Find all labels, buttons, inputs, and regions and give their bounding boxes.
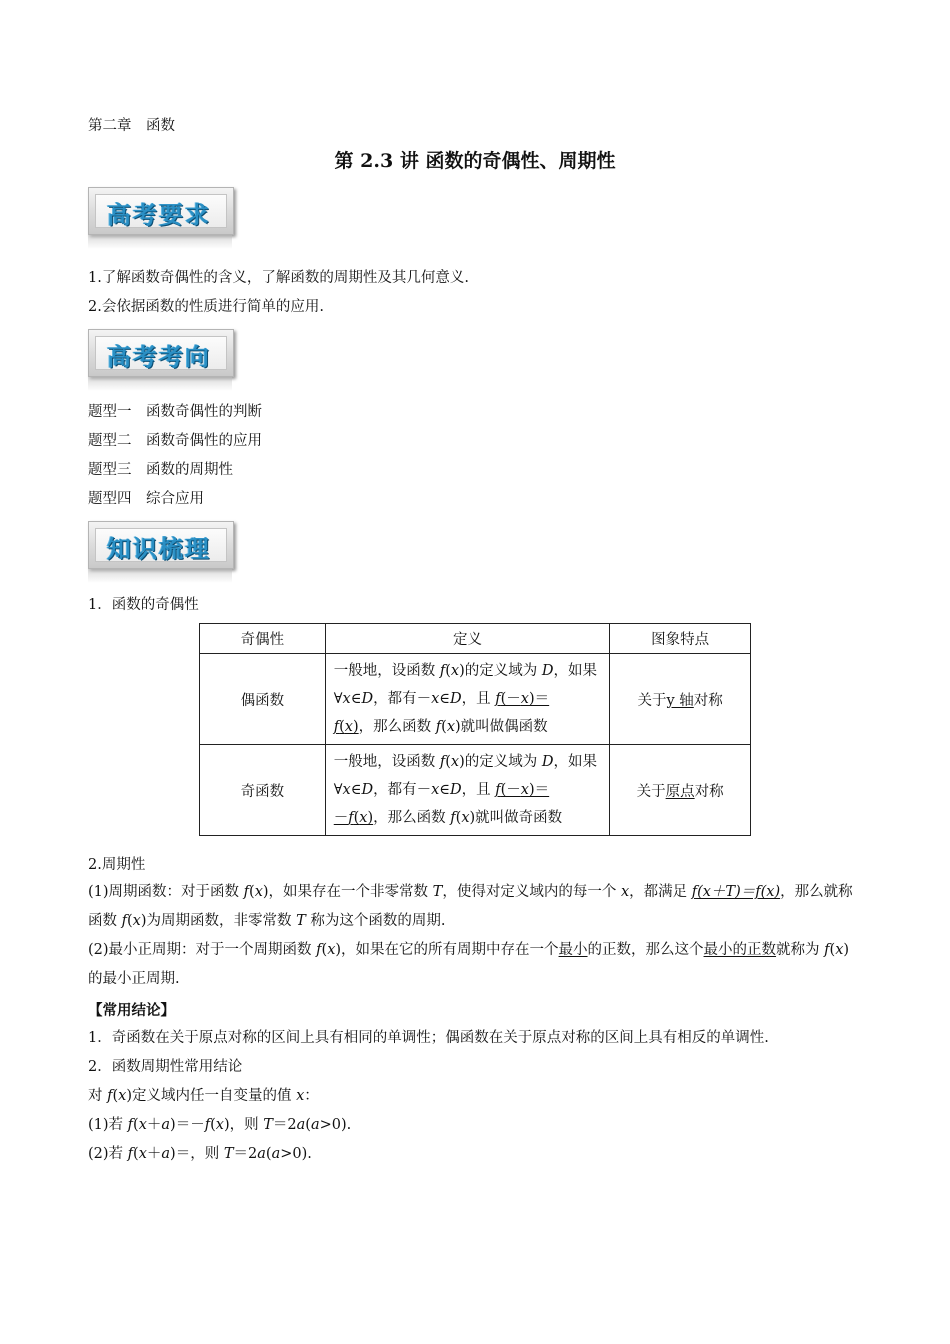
knowledge-banner [88, 521, 232, 583]
directions-banner-label: 高考考向 [107, 342, 211, 371]
table-header-cell: 定义 [325, 624, 610, 654]
origin-key: 原点 [665, 783, 695, 800]
requirement-item: 1.了解函数奇偶性的含义，了解函数的周期性及其几何意义. [88, 270, 469, 286]
direction-item: 题型二 函数奇偶性的应用 [88, 433, 262, 449]
table-header-cell: 图象特点 [610, 624, 751, 654]
even-function-name: 偶函数 [200, 654, 326, 745]
conclusion-2-intro: 对 f(x)定义域内任一自变量的值 x： [88, 1088, 319, 1104]
chapter-label: 第二章 函数 [88, 118, 175, 134]
section2-heading: 2.周期性 [88, 857, 146, 873]
periodic-function-paragraph: (1)周期函数：对于函数 f(x)，如果存在一个非零常数 T，使得对定义域内的每一个 x，都满足 f(x＋T)＝f(x)，那么就称函数 f(x)为周期函数，非零常数 T 称为这个函数的周期. [88, 884, 853, 929]
conclusion-1: 1．奇函数在关于原点对称的区间上具有相同的单调性；偶函数在关于原点对称的区间上具有相反的单调性. [88, 1030, 769, 1046]
page-title: 第 2.3 讲 函数的奇偶性、周期性 [334, 150, 616, 172]
conclusion-2: 2．函数周期性常用结论 [88, 1059, 243, 1075]
requirements-banner [88, 187, 232, 249]
directions-banner [88, 329, 232, 391]
requirement-item: 2.会依据函数的性质进行简单的应用. [88, 299, 324, 315]
requirements-banner-label: 高考要求 [107, 200, 211, 229]
periodic-key: f(x＋T)＝f(x) [691, 884, 781, 900]
conclusion-2-item-2: (2)若 f(x＋a)＝，则 T＝2a(a>0). [88, 1146, 312, 1162]
table-header-row [200, 624, 751, 654]
min-period-paragraph: (2)最小正周期：对于一个周期函数 f(x)，如果在它的所有周期中存在一个最小的正数，那么这个最小的正数就称为 f(x)的最小正周期. [88, 942, 850, 987]
parity-table [199, 623, 751, 836]
section1-heading: 1．函数的奇偶性 [88, 597, 199, 613]
odd-function-name: 奇函数 [200, 745, 326, 836]
even-function-definition: 一般地，设函数 f(x)的定义域为 D，如果∀x∈D，都有－x∈D，且 f(－x)＝ f(x)，那么函数 f(x)就叫做偶函数 [325, 654, 610, 745]
conclusions-heading: 【常用结论】 [88, 1003, 175, 1019]
direction-item: 题型四 综合应用 [88, 491, 204, 507]
direction-item: 题型一 函数奇偶性的判断 [88, 404, 262, 420]
table-row-even [200, 654, 751, 745]
y-axis-key: y 轴 [666, 692, 694, 709]
odd-function-definition: 一般地，设函数 f(x)的定义域为 D，如果∀x∈D，都有－x∈D，且 f(－x)＝ －f(x)，那么函数 f(x)就叫做奇函数 [325, 745, 610, 836]
table-row-odd [200, 745, 751, 836]
even-function-feature: 关于y 轴对称 [610, 654, 751, 745]
odd-function-feature: 关于原点对称 [610, 745, 751, 836]
conclusion-2-item-1: (1)若 f(x＋a)＝－f(x)，则 T＝2a(a>0). [88, 1117, 352, 1133]
knowledge-banner-label: 知识梳理 [107, 534, 211, 563]
min-key: 最小 [558, 942, 588, 958]
min-positive-key: 最小的正数 [703, 942, 777, 958]
direction-item: 题型三 函数的周期性 [88, 462, 233, 478]
table-header-cell: 奇偶性 [200, 624, 326, 654]
